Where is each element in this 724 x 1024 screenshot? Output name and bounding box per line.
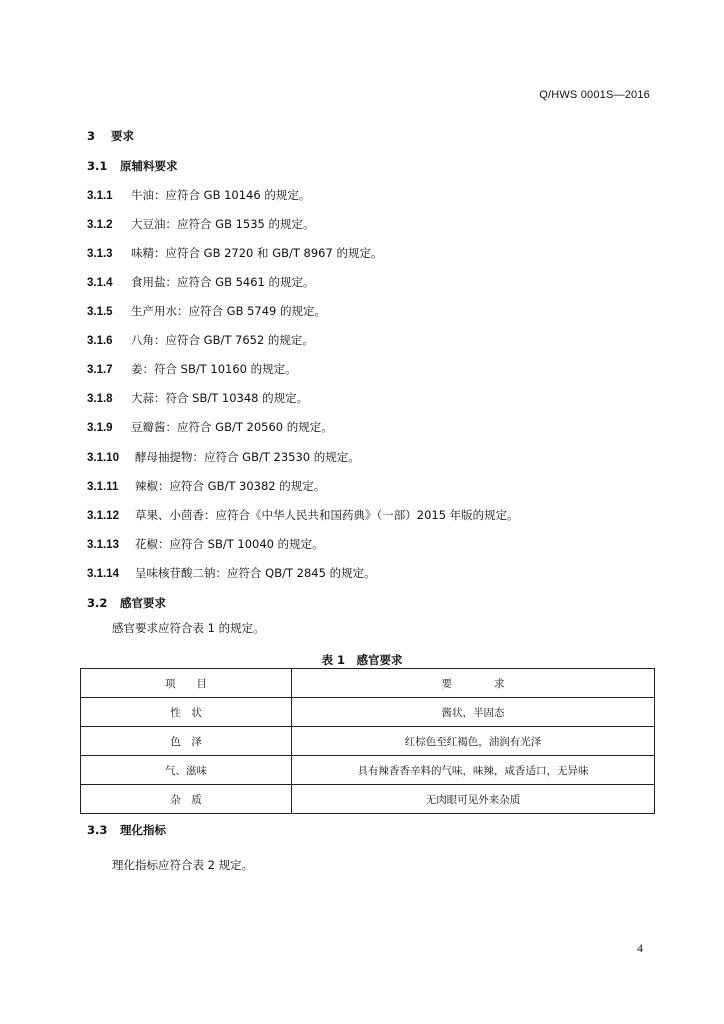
table-header-row <box>81 669 655 698</box>
raw-material-item: 3.1.6 八角：应符合 GB/T 7652 的规定。 <box>87 333 314 347</box>
raw-material-item: 3.1.7 姜：符合 SB/T 10160 的规定。 <box>87 362 297 376</box>
raw-material-item: 3.1.10 酵母抽提物：应符合 GB/T 23530 的规定。 <box>87 450 360 464</box>
table-header-cell: 要 求 <box>292 669 655 698</box>
table-cell: 具有辣香香辛料的气味，味辣，咸香适口，无异味 <box>292 756 655 785</box>
table-header-cell: 项 目 <box>81 669 292 698</box>
raw-material-item: 3.1.4 食用盐：应符合 GB 5461 的规定。 <box>87 275 315 289</box>
table-cell: 色 泽 <box>81 727 292 756</box>
page-number: 4 <box>637 941 643 955</box>
document-id: Q/HWS 0001S—2016 <box>539 89 650 101</box>
section-3-2-body: 感官要求应符合表 1 的规定。 <box>112 621 265 635</box>
table-row <box>81 756 655 785</box>
raw-material-item: 3.1.8 大蒜：符合 SB/T 10348 的规定。 <box>87 391 309 405</box>
table-row <box>81 727 655 756</box>
table-cell: 杂 质 <box>81 785 292 814</box>
section-3-1-heading: 3.1 原辅料要求 <box>87 159 178 173</box>
raw-material-item: 3.1.12 草果、小茴香：应符合《中华人民共和国药典》（一部）2015 年版的规定。 <box>87 508 519 522</box>
raw-material-item: 3.1.14 呈味核苷酸二钠：应符合 QB/T 2845 的规定。 <box>87 566 376 580</box>
section-3-heading: 3 要求 <box>87 129 134 143</box>
raw-material-item: 3.1.1 牛油：应符合 GB 10146 的规定。 <box>87 188 311 202</box>
table-row <box>81 698 655 727</box>
table-1-caption: 表 1 感官要求 <box>321 653 403 667</box>
raw-material-item: 3.1.11 辣椒：应符合 GB/T 30382 的规定。 <box>87 479 326 493</box>
raw-material-item: 3.1.3 味精：应符合 GB 2720 和 GB/T 8967 的规定。 <box>87 246 383 260</box>
table-row <box>81 785 655 814</box>
table-cell: 性 状 <box>81 698 292 727</box>
raw-material-item: 3.1.13 花椒：应符合 SB/T 10040 的规定。 <box>87 537 324 551</box>
raw-material-item: 3.1.9 豆瓣酱：应符合 GB/T 20560 的规定。 <box>87 420 333 434</box>
sensory-requirements-table <box>80 668 655 814</box>
raw-material-item: 3.1.5 生产用水：应符合 GB 5749 的规定。 <box>87 304 327 318</box>
table-cell: 酱状，半固态 <box>292 698 655 727</box>
section-3-3-body: 理化指标应符合表 2 规定。 <box>112 858 254 872</box>
table-cell: 气、滋味 <box>81 756 292 785</box>
table-cell: 红棕色至红褐色，油润有光泽 <box>292 727 655 756</box>
raw-material-item: 3.1.2 大豆油：应符合 GB 1535 的规定。 <box>87 217 315 231</box>
section-3-2-heading: 3.2 感官要求 <box>87 596 166 610</box>
section-3-3-heading: 3.3 理化指标 <box>87 823 166 837</box>
table-cell: 无肉眼可见外来杂质 <box>292 785 655 814</box>
